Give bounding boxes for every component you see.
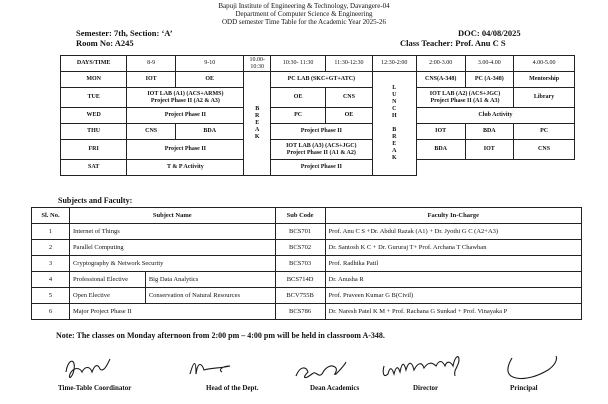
elective-cell: Conservation of Natural Resources (145, 288, 275, 304)
class-teacher: Class Teacher: Prof. Anu C S (400, 38, 506, 48)
slot-cell: Mentorship (514, 72, 575, 88)
time-slot: 4.00-5.00 (514, 56, 575, 72)
subject-cell: Major Project Phase II (69, 304, 275, 320)
slot-cell: PC (A-348) (465, 72, 514, 88)
slot-cell: OE (270, 88, 325, 108)
sl-cell: 3 (32, 256, 70, 272)
slot-cell: OE (175, 72, 244, 88)
day-cell: TUE (61, 88, 127, 108)
sig-dean: Dean Academics (310, 384, 360, 392)
faculty-cell: Dr. Anusha R (325, 272, 581, 288)
sig-principal: Principal (510, 384, 538, 392)
note: Note: The classes on Monday afternoon from 2:00 pm – 4:00 pm will be held in classroom A-348. (56, 331, 385, 340)
subject-cell: Cryptography & Network Security (69, 256, 275, 272)
col-header: Subject Name (69, 208, 275, 224)
faculty-cell: Prof. Anu C S +Dr. Abdul Razak (A1) + Dr. Jyothi G C (A2+A3) (325, 224, 581, 240)
table-row (32, 224, 582, 240)
subject-cell: Parallel Computing (69, 240, 275, 256)
slot-cell: IOT LAB (A2) (ACS+JGC) Project Phase II (A1 & A3) (416, 88, 513, 108)
code-cell: BCS786 (275, 304, 325, 320)
faculty-cell: Prof. Praveen Kumar G B(Civil) (325, 288, 581, 304)
slot-cell: CNS(A-348) (416, 72, 465, 88)
sl-cell: 6 (32, 304, 70, 320)
room-number: Room No: A245 (76, 38, 134, 48)
slot-cell: CNS (326, 88, 372, 108)
slot-cell: Project Phase II (127, 140, 244, 160)
code-cell: BCS714D (275, 272, 325, 288)
empty-cell (416, 160, 574, 176)
time-slot: 2:00-3.00 (416, 56, 465, 72)
subjects-title: Subjects and Faculty: (58, 196, 133, 205)
day-cell: THU (61, 124, 127, 140)
row-fri (61, 140, 575, 160)
slot-cell: BDA (175, 124, 244, 140)
day-cell: FRI (61, 140, 127, 160)
signature-principal (508, 356, 557, 379)
slot-cell: Project Phase II (127, 108, 244, 124)
subject-cell: Internet of Things (69, 224, 275, 240)
slot-cell: BDA (416, 140, 465, 160)
slot-cell: Club Activity (416, 108, 574, 124)
slot-cell: OE (326, 108, 372, 124)
slot-cell: CNS (127, 124, 176, 140)
day-cell: WED (61, 108, 127, 124)
time-slot: 11:30-12:30 (326, 56, 372, 72)
time-slot: 9-10 (175, 56, 244, 72)
time-slot: 12:30-2:00 (372, 56, 416, 72)
sl-cell: 4 (32, 272, 70, 288)
doc-date: DOC: 04/08/2025 (458, 28, 521, 38)
time-slot: 3.00-4.00 (465, 56, 514, 72)
faculty-cell: Prof. Radhika Patil (325, 256, 581, 272)
code-cell: BCS703 (275, 256, 325, 272)
document-title: ODD semester Time Table for the Academic Year 2025-26 (221, 18, 387, 26)
signature-director (383, 357, 459, 376)
subject-cell: Professional Elective (69, 272, 145, 288)
time-slot: 10:30- 11:30 (270, 56, 325, 72)
slot-cell: PC (270, 108, 325, 124)
signature-scribbles (0, 352, 608, 386)
institute-name: Bapuji Institute of Engineering & Technology, Davangere-04 (218, 2, 390, 10)
slot-cell: Library (514, 88, 575, 108)
table-row (32, 288, 582, 304)
code-cell: BCV755B (275, 288, 325, 304)
timetable (60, 55, 575, 176)
signature-dean (296, 362, 346, 378)
slot-cell: PC LAB (SKC+GT+ATC) (270, 72, 372, 88)
slot-cell: Project Phase II (270, 160, 372, 176)
table-row (32, 240, 582, 256)
sig-director: Director (413, 384, 439, 392)
time-slot: 10.00-10:30 (244, 56, 271, 72)
slot-cell: PC (514, 124, 575, 140)
code-cell: BCS701 (275, 224, 325, 240)
code-cell: BCS702 (275, 240, 325, 256)
table-row (32, 272, 582, 288)
morning-break: B R E A K (244, 72, 271, 176)
table-row (32, 304, 582, 320)
row-tue (61, 88, 575, 108)
subject-cell: Open Elective (69, 288, 145, 304)
faculty-cell: Dr. Santosh K C + Dr. Gururaj T+ Prof. Archana T Chawhan (325, 240, 581, 256)
sl-cell: 5 (32, 288, 70, 304)
col-header: Faculty In-Charge (325, 208, 581, 224)
sig-hod: Head of the Dept. (206, 384, 259, 392)
time-header: DAYS/TIME (61, 56, 127, 72)
department-name: Department of Computer Science & Engineering (235, 10, 373, 18)
subjects-table (31, 207, 582, 320)
slot-cell: BDA (465, 124, 514, 140)
slot-cell: Project Phase II (270, 124, 372, 140)
signature-hod (190, 364, 230, 375)
col-header: Sub Code (275, 208, 325, 224)
lunch-break: L U N C H B R E A K (372, 72, 416, 176)
slot-cell: CNS (514, 140, 575, 160)
slot-cell: IOT (416, 124, 465, 140)
elective-cell: Big Data Analytics (145, 272, 275, 288)
subjects-header-row (32, 208, 582, 224)
faculty-cell: Dr. Naresh Patel K M + Prof. Rachana G Sunkad + Prof. Vinayaka P (325, 304, 581, 320)
sl-cell: 2 (32, 240, 70, 256)
slot-cell: IOT (465, 140, 514, 160)
sl-cell: 1 (32, 224, 70, 240)
row-thu (61, 124, 575, 140)
table-row (32, 256, 582, 272)
row-mon (61, 72, 575, 88)
day-cell: MON (61, 72, 127, 88)
time-slot: 8-9 (127, 56, 176, 72)
slot-cell: T & P Activity (127, 160, 244, 176)
row-sat (61, 160, 575, 176)
sig-coordinator: Time-Table Coordinator (58, 384, 132, 392)
signature-coordinator (66, 359, 110, 377)
slot-cell: IOT LAB (A1) (ACS+ARMS) Project Phase II (A2 & A3) (127, 88, 244, 108)
slot-cell: IOT (127, 72, 176, 88)
col-header: Sl. No. (32, 208, 70, 224)
semester-label: Semester: 7th, Section: ‘A’ (76, 28, 173, 38)
timetable-header-row (61, 56, 575, 72)
row-wed (61, 108, 575, 124)
slot-cell: IOT LAB (A3) (ACS+JGC) Project Phase II (A1 & A2) (270, 140, 372, 160)
day-cell: SAT (61, 160, 127, 176)
